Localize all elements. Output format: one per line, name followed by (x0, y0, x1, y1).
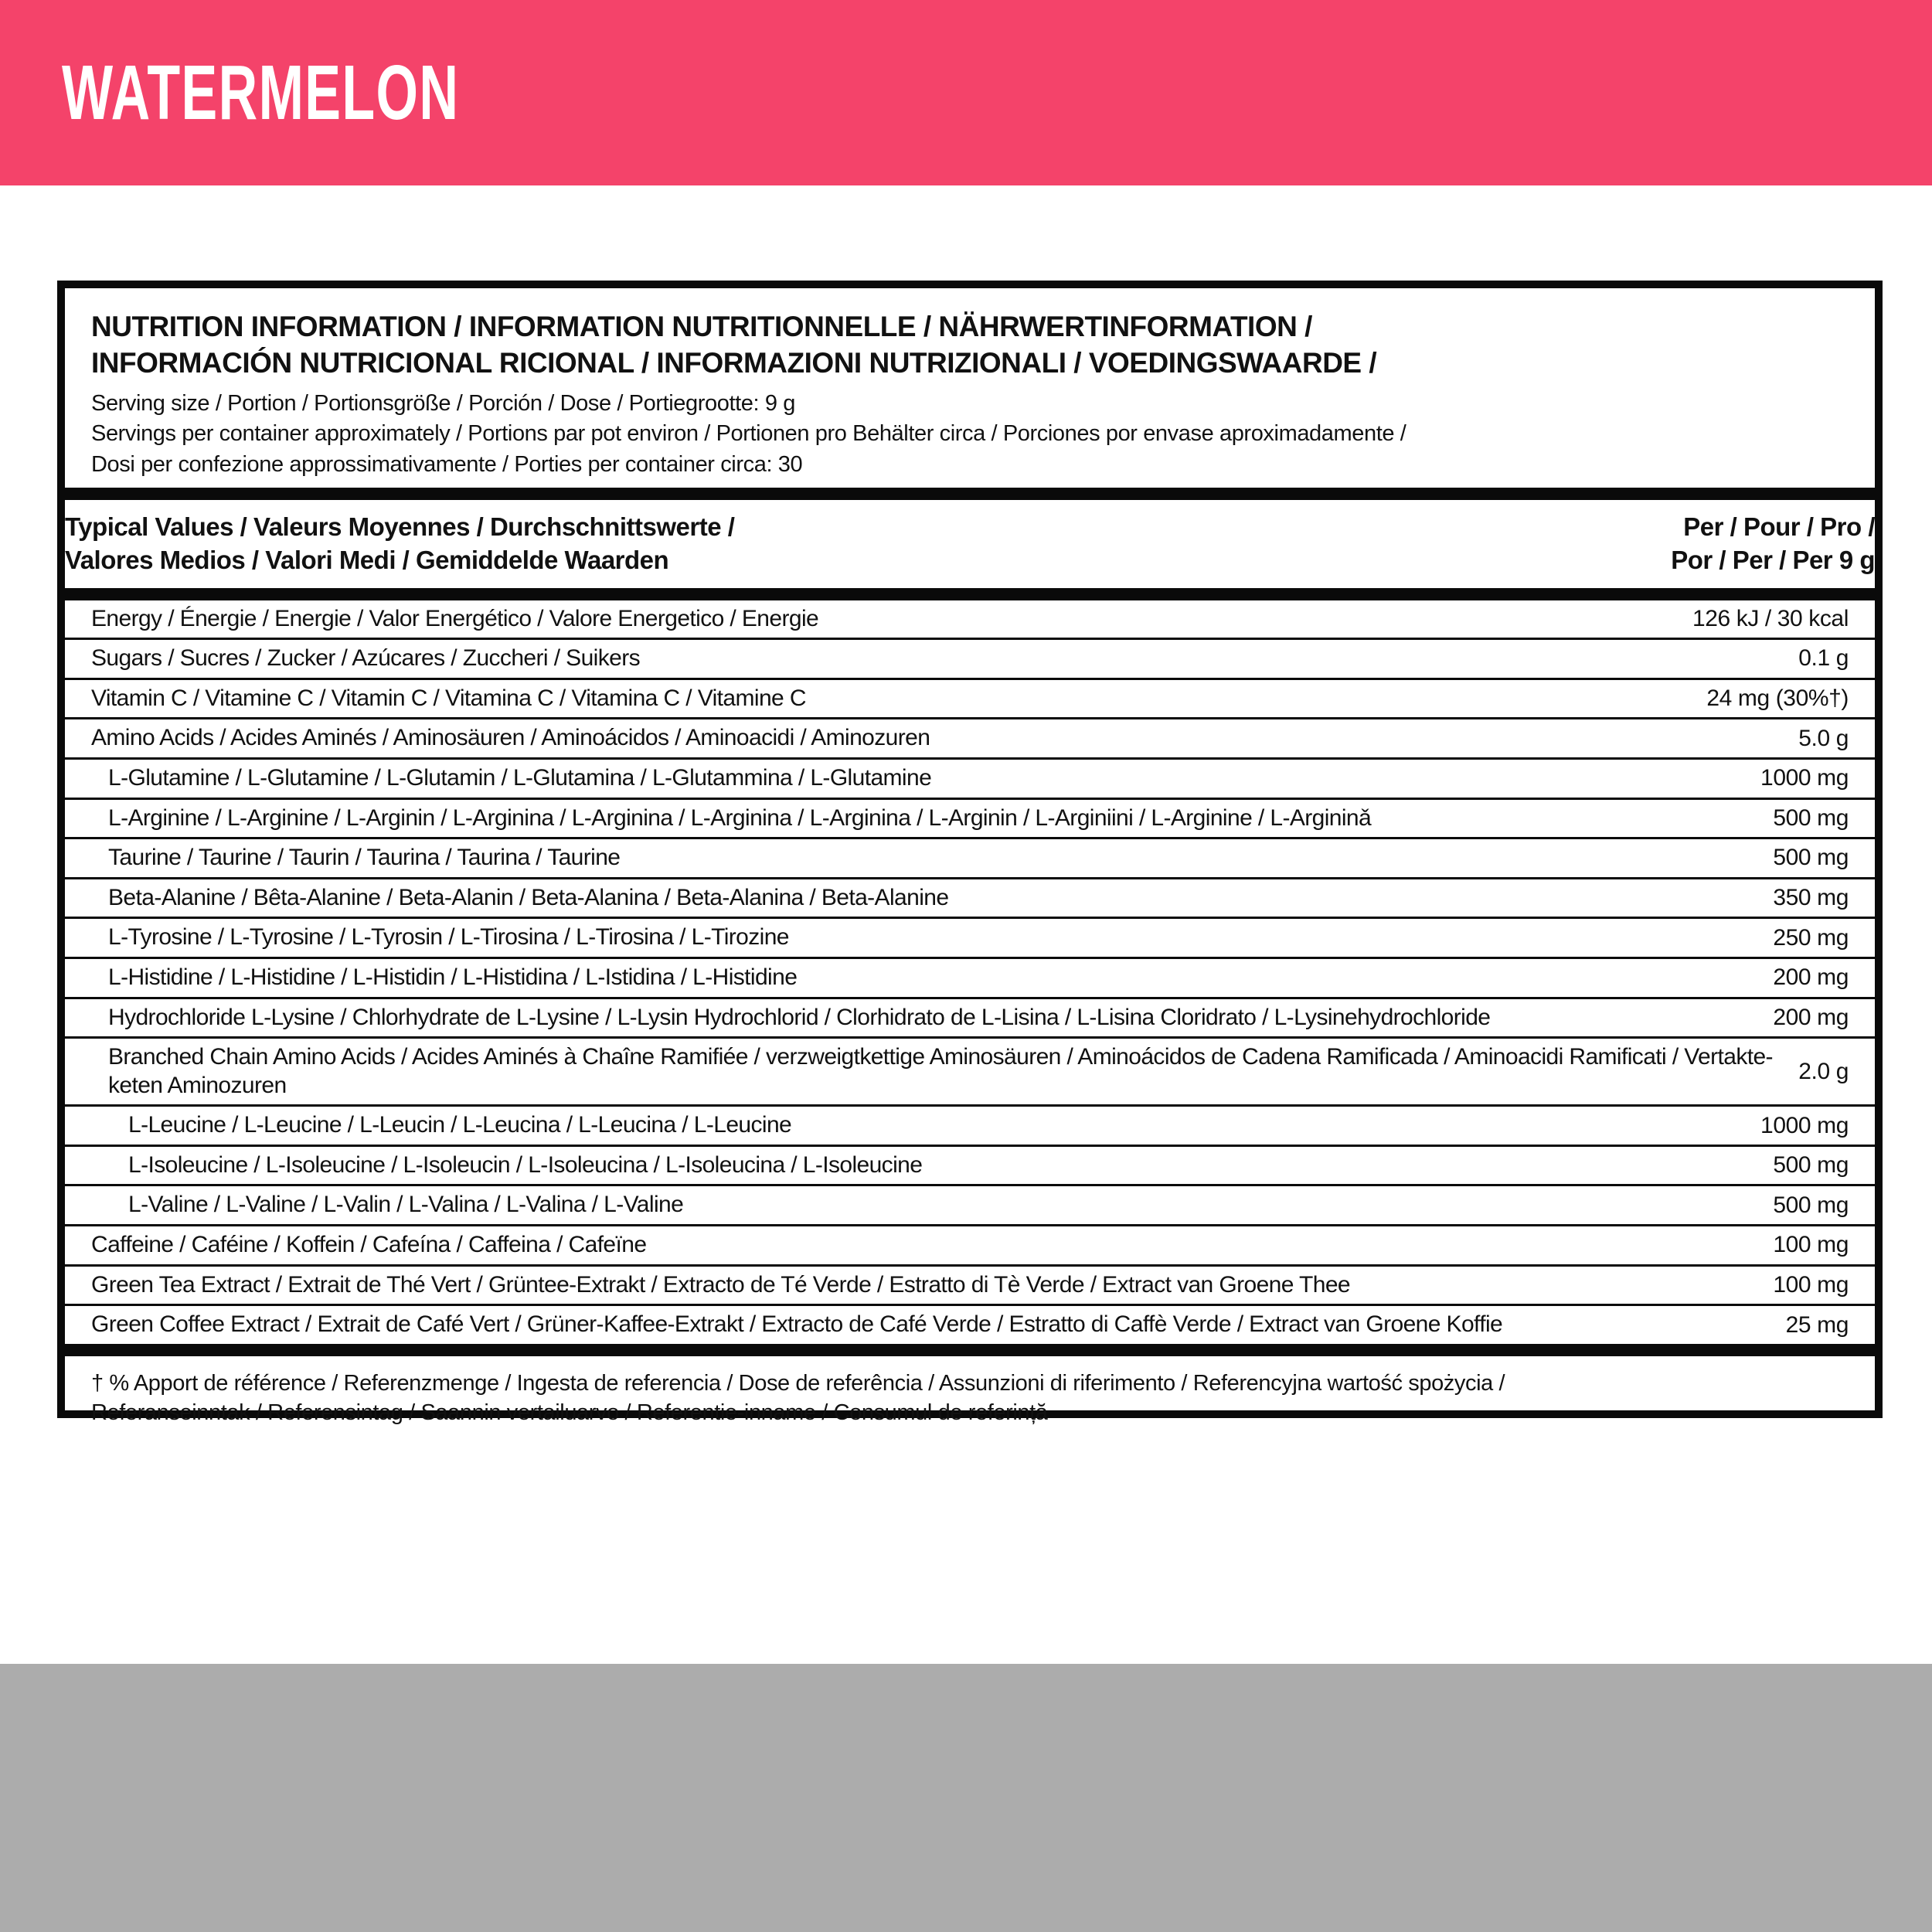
row-label: L-Histidine / L-Histidine / L-Histidin / L-Histidina / L-Istidina / L-Histidine (108, 964, 798, 990)
per-serving-line2: Por / Per / Per 9 g (1671, 545, 1875, 574)
row-value: 500 mg (1773, 804, 1849, 831)
table-row (65, 1039, 1875, 1107)
table-row (65, 959, 1875, 999)
row-label: Branched Chain Amino Acids / Acides Aminés à Chaîne Ramifiée / verzweigtkettige Aminosäuren / Aminoácidos de Cadena Ramificada / Aminoacidi Ramificati / Vertakte-keten Aminozuren (108, 1044, 1773, 1098)
row-label: Energy / Énergie / Energie / Valor Energético / Valore Energetico / Energie (91, 605, 819, 631)
row-label: Vitamin C / Vitamine C / Vitamin C / Vitamina C / Vitamina C / Vitamine C (91, 685, 806, 711)
row-value: 24 mg (30%†) (1706, 685, 1849, 712)
row-value: 500 mg (1773, 1152, 1849, 1179)
row-label: Hydrochloride L-Lysine / Chlorhydrate de L-Lysine / L-Lysin Hydrochlorid / Clorhidrato de L-Lisina / L-Lisina Cloridrato / L-Lysinehydrochloride (108, 1004, 1491, 1030)
table-row (65, 680, 1875, 720)
row-value: 1000 mg (1760, 1112, 1849, 1138)
table-row (65, 1147, 1875, 1187)
row-value: 200 mg (1773, 1004, 1849, 1030)
panel-title (91, 308, 1849, 382)
row-label: L-Tyrosine / L-Tyrosine / L-Tyrosin / L-Tirosina / L-Tirosina / L-Tirozine (108, 924, 789, 951)
panel-title-line2: INFORMACIÓN NUTRICIONAL RICIONAL / INFORMAZIONI NUTRIZIONALI / VOEDINGSWAARDE / (91, 347, 1377, 379)
row-value: 1000 mg (1760, 765, 1849, 791)
row-label: L-Isoleucine / L-Isoleucine / L-Isoleucin / L-Isoleucina / L-Isoleucina / L-Isoleucine (128, 1151, 923, 1178)
row-label: Green Coffee Extract / Extrait de Café Vert / Grüner-Kaffee-Extrakt / Extracto de Café Verde / Estratto di Caffè Verde / Extract van Groene Koffie (91, 1311, 1503, 1338)
per-serving-header (1671, 511, 1875, 577)
flavor-title: WATERMELON (62, 49, 460, 136)
servings-per-container-line1: Servings per container approximately / Portions par pot environ / Portionen pro Behälter circa / Porciones por envase aproximadamente / (91, 421, 1406, 447)
row-value: 100 mg (1773, 1271, 1849, 1298)
row-value: 200 mg (1773, 964, 1849, 991)
typical-values-header (65, 511, 734, 577)
footnote-line1: † % Apport de référence / Referenzmenge / Ingesta de referencia / Dose de referência / Assunzioni di riferimento / Referencyjna wartość spożycia / (91, 1370, 1505, 1396)
panel-header (65, 288, 1875, 488)
divider-bar (65, 588, 1875, 600)
nutrition-table (65, 600, 1875, 1344)
divider-bar (65, 1344, 1875, 1356)
row-label: L-Glutamine / L-Glutamine / L-Glutamin / L-Glutamina / L-Glutammina / L-Glutamine (108, 764, 932, 791)
table-row (65, 1107, 1875, 1147)
table-row (65, 1186, 1875, 1226)
bottom-gray-band (0, 1664, 1932, 1932)
table-row (65, 839, 1875, 879)
typical-values-line2: Valores Medios / Valori Medi / Gemiddelde Waarden (65, 545, 669, 574)
row-label: L-Valine / L-Valine / L-Valin / L-Valina / L-Valina / L-Valine (128, 1192, 684, 1218)
row-value: 250 mg (1773, 924, 1849, 951)
panel-title-line1: NUTRITION INFORMATION / INFORMATION NUTRITIONNELLE / NÄHRWERTINFORMATION / (91, 311, 1312, 342)
row-value: 2.0 g (1798, 1058, 1849, 1084)
row-label: Amino Acids / Acides Aminés / Aminosäuren / Aminoácidos / Aminoacidi / Aminozuren (91, 725, 930, 751)
row-label: Sugars / Sucres / Zucker / Azúcares / Zuccheri / Suikers (91, 645, 640, 672)
row-label: Caffeine / Caféine / Koffein / Cafeína / Caffeina / Cafeïne (91, 1232, 647, 1258)
per-serving-line1: Per / Pour / Pro / (1683, 512, 1875, 541)
serving-info (91, 389, 1849, 480)
table-row (65, 1226, 1875, 1267)
table-row (65, 600, 1875, 641)
table-row (65, 760, 1875, 800)
row-value: 25 mg (1785, 1311, 1849, 1338)
row-label: L-Arginine / L-Arginine / L-Arginin / L-Arginina / L-Arginina / L-Arginina / L-Arginina / L-Arginin / L-Arginiini / L-Arginine / L-Argininǎ (108, 804, 1372, 831)
table-row (65, 879, 1875, 920)
nutrition-panel (57, 281, 1883, 1426)
row-value: 500 mg (1773, 1192, 1849, 1218)
column-headers (65, 500, 1875, 588)
servings-per-container-line2: Dosi per confezione approssimativamente / Porties per container circa: 30 (91, 452, 803, 478)
serving-size-line: Serving size / Portion / Portionsgröße / Porción / Dose / Portiegrootte: 9 g (91, 390, 795, 416)
typical-values-line1: Typical Values / Valeurs Moyennes / Durchschnittswerte / (65, 512, 735, 541)
flavor-band (0, 0, 1932, 185)
reference-intake-footnote (65, 1356, 1875, 1448)
row-value: 5.0 g (1798, 725, 1849, 751)
divider-bar (65, 488, 1875, 500)
table-row (65, 719, 1875, 760)
row-value: 126 kJ / 30 kcal (1692, 605, 1849, 631)
footnote-line2: Referanseinntak / Referensintag / Saannin vertailuarvo / Referentie-inname / Consumul de referință (91, 1400, 1048, 1426)
row-label: Green Tea Extract / Extrait de Thé Vert / Grüntee-Extrakt / Extracto de Té Verde / Estratto di Tè Verde / Extract van Groene Thee (91, 1271, 1351, 1298)
row-value: 100 mg (1773, 1232, 1849, 1258)
table-row (65, 919, 1875, 959)
row-label: Beta-Alanine / Bêta-Alanine / Beta-Alanin / Beta-Alanina / Beta-Alanina / Beta-Alanine (108, 884, 949, 910)
row-label: Taurine / Taurine / Taurin / Taurina / Taurina / Taurine (108, 845, 621, 871)
table-row (65, 1267, 1875, 1307)
table-row (65, 1306, 1875, 1344)
row-value: 0.1 g (1798, 645, 1849, 672)
table-row (65, 800, 1875, 840)
row-value: 350 mg (1773, 885, 1849, 911)
table-row (65, 999, 1875, 1039)
row-label: L-Leucine / L-Leucine / L-Leucin / L-Leucina / L-Leucina / L-Leucine (128, 1112, 792, 1138)
table-row (65, 640, 1875, 680)
row-value: 500 mg (1773, 845, 1849, 871)
